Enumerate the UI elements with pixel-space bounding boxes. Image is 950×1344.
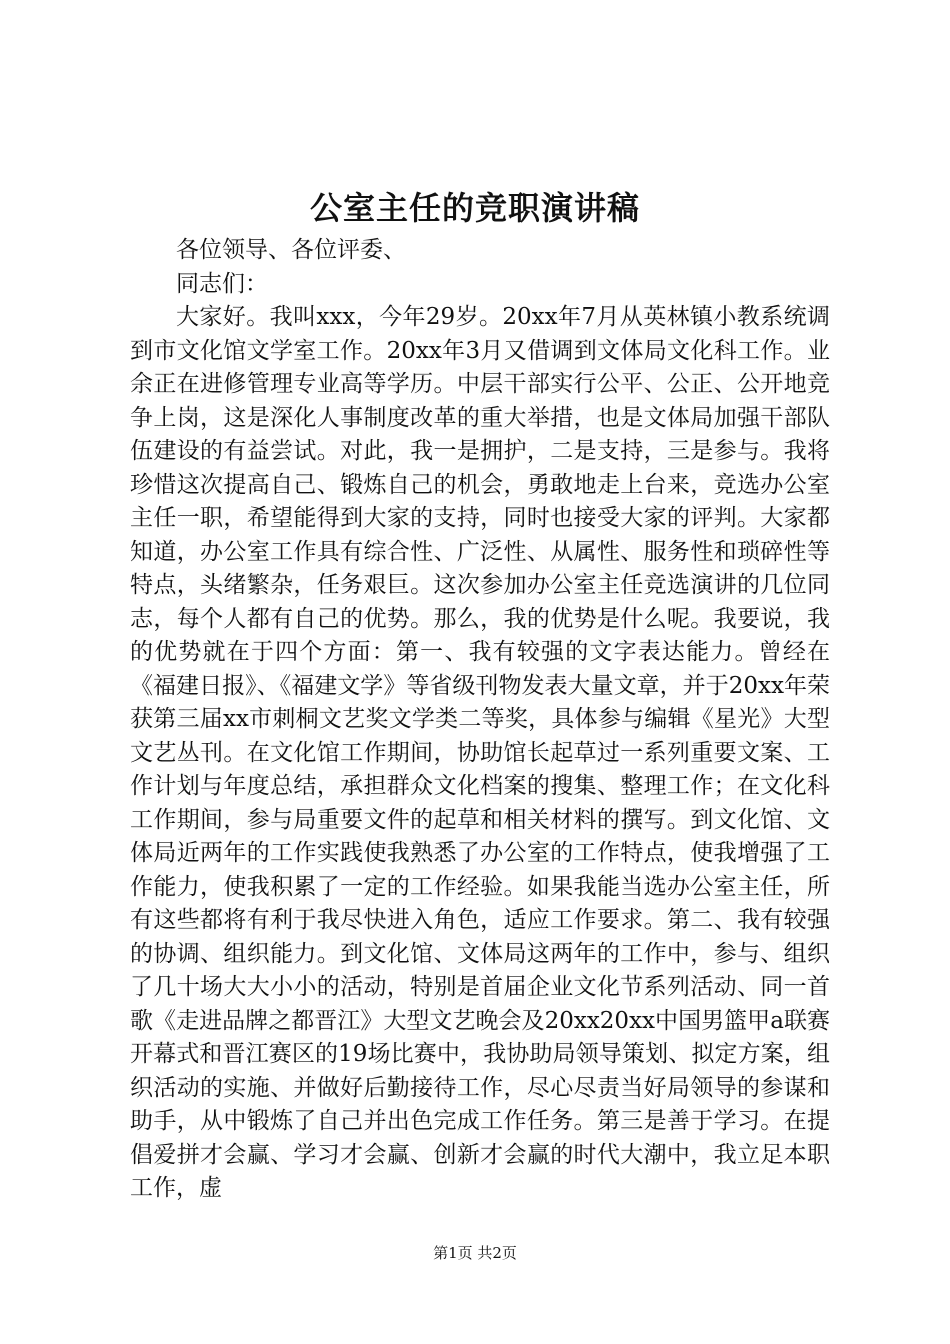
document-body <box>130 234 830 1206</box>
body-paragraph: 大家好。我叫xxx，今年29岁。20xx年7月从英林镇小教系统调到市文化馆文学室工作。20xx年3月又借调到文体局文化科工作。业余正在进修管理专业高等学历。中层干部实行公平、公正、公开地竞争上岗，这是深化人事制度改革的重大举措，也是文体局加强干部队伍建设的有益尝试。对此，我一是拥护，二是支持，三是参与。我将珍惜这次提高自己、锻炼自己的机会，勇敢地走上台来，竞选办公室主任一职，希望能得到大家的支持，同时也接受大家的评判。大家都知道，办公室工作具有综合性、广泛性、从属性、服务性和琐碎性等特点，头绪繁杂，任务艰巨。这次参加办公室主任竞选演讲的几位同志，每个人都有自己的优势。那么，我的优势是什么呢。我要说，我的优势就在于四个方面：第一、我有较强的文字表达能力。曾经在《福建日报》、《福建文学》等省级刊物发表大量文章，并于20xx年荣获第三届xx市刺桐文艺奖文学类二等奖，具体参与编辑《星光》大型文艺丛刊。在文化馆工作期间，协助馆长起草过一系列重要文案、工作计划与年度总结，承担群众文化档案的搜集、整理工作；在文化科工作期间，参与局重要文件的起草和相关材料的撰写。到文化馆、文体局近两年的工作实践使我熟悉了办公室的工作特点，使我增强了工作能力，使我积累了一定的工作经验。如果我能当选办公室主任，所有这些都将有利于我尽快进入角色，适应工作要求。第二、我有较强的协调、组织能力。到文化馆、文体局这两年的工作中，参与、组织了几十场大大小小的活动，特别是首届企业文化节系列活动、同一首歌《走进品牌之都晋江》大型文艺晚会及20xx20xx中国男篮甲a联赛开幕式和晋江赛区的19场比赛中，我协助局领导策划、拟定方案，组织活动的实施、并做好后勤接待工作，尽心尽责当好局领导的参谋和助手，从中锻炼了自己并出色完成工作任务。第三是善于学习。在提倡爱拼才会赢、学习才会赢、创新才会赢的时代大潮中，我立足本职工作，虚 <box>130 304 830 1201</box>
page-number-footer: 第1页 共2页 <box>433 1244 517 1262</box>
document-title: 公室主任的竞职演讲稿 <box>309 189 640 227</box>
salutation-line-2: 同志们： <box>176 270 268 297</box>
salutation-line-1: 各位领导、各位评委、 <box>176 237 406 263</box>
